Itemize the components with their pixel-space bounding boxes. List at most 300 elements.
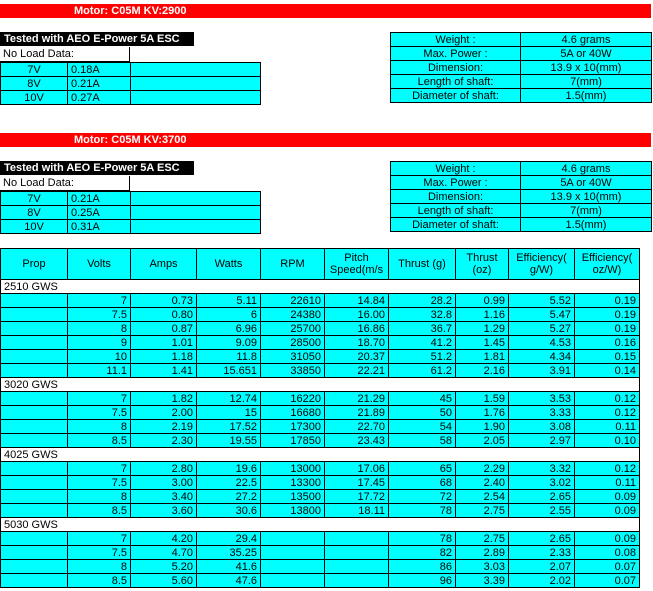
motor-title: Motor: C05M KV:2900 — [74, 5, 187, 17]
prop-row-empty — [509, 280, 575, 294]
spec-value: 5A or 40W — [521, 47, 652, 61]
table-row — [1, 364, 640, 378]
table-cell: 27.2 — [197, 490, 261, 504]
table-cell: 8.5 — [68, 574, 131, 588]
table-cell — [261, 574, 325, 588]
prop-cell-empty — [1, 336, 68, 350]
table-row — [1, 574, 640, 588]
spec-label: Diameter of shaft: — [391, 89, 521, 103]
table-cell: 17.72 — [325, 490, 389, 504]
table-cell: 7 — [68, 294, 131, 308]
column-header: Prop — [1, 249, 68, 280]
spec-label: Max. Power : — [391, 176, 521, 190]
table-cell: 2.55 — [509, 504, 575, 518]
table-cell: 5.52 — [509, 294, 575, 308]
table-cell: 1.76 — [456, 406, 509, 420]
table-cell: 3.02 — [509, 476, 575, 490]
prop-row-empty — [261, 448, 325, 462]
prop-cell-empty — [1, 476, 68, 490]
table-cell: 7 — [68, 462, 131, 476]
spec-label: Weight : — [391, 162, 521, 176]
prop-row-empty — [68, 280, 131, 294]
table-cell: 3.39 — [456, 574, 509, 588]
table-cell: 13800 — [261, 504, 325, 518]
table-cell: 11.1 — [68, 364, 131, 378]
table-row — [1, 476, 640, 490]
prop-group-row — [1, 448, 640, 462]
table-cell: 7 — [68, 532, 131, 546]
table-cell: 20.37 — [325, 350, 389, 364]
table-row — [1, 322, 640, 336]
table-cell: 4.53 — [509, 336, 575, 350]
table-cell: 86 — [389, 560, 456, 574]
table-cell: 1.59 — [456, 392, 509, 406]
table-cell: 3.00 — [131, 476, 197, 490]
no-load-volt: 10V — [1, 220, 68, 234]
prop-cell-empty — [1, 532, 68, 546]
table-cell: 2.40 — [456, 476, 509, 490]
table-cell: 51.2 — [389, 350, 456, 364]
table-cell: 36.7 — [389, 322, 456, 336]
table-cell: 0.87 — [131, 322, 197, 336]
prop-row-empty — [456, 280, 509, 294]
prop-row-empty — [261, 280, 325, 294]
table-cell: 4.20 — [131, 532, 197, 546]
table-cell: 2.75 — [456, 532, 509, 546]
prop-cell-empty — [1, 294, 68, 308]
table-cell: 2.65 — [509, 532, 575, 546]
table-cell: 8 — [68, 560, 131, 574]
no-load-row — [1, 192, 261, 206]
prop-row-empty — [68, 448, 131, 462]
table-cell: 2.54 — [456, 490, 509, 504]
table-row — [1, 406, 640, 420]
table-cell: 61.2 — [389, 364, 456, 378]
table-cell: 29.4 — [197, 532, 261, 546]
table-cell: 7.5 — [68, 406, 131, 420]
table-cell: 3.40 — [131, 490, 197, 504]
table-cell: 19.55 — [197, 434, 261, 448]
prop-row-empty — [325, 518, 389, 532]
table-row — [1, 294, 640, 308]
table-cell: 24380 — [261, 308, 325, 322]
table-cell: 22.21 — [325, 364, 389, 378]
table-cell: 10 — [68, 350, 131, 364]
table-cell: 0.07 — [575, 574, 640, 588]
table-cell: 7.5 — [68, 476, 131, 490]
table-cell: 0.09 — [575, 504, 640, 518]
table-cell: 14.84 — [325, 294, 389, 308]
spec-value: 1.5(mm) — [521, 89, 652, 103]
motor-title: Motor: C05M KV:3700 — [74, 134, 187, 146]
prop-row-empty — [197, 280, 261, 294]
table-cell: 6.96 — [197, 322, 261, 336]
prop-cell-empty — [1, 490, 68, 504]
table-cell: 13300 — [261, 476, 325, 490]
table-cell: 17.06 — [325, 462, 389, 476]
table-cell: 8 — [68, 420, 131, 434]
table-cell: 21.89 — [325, 406, 389, 420]
prop-name: 5030 GWS — [1, 518, 68, 532]
column-header: Pitch Speed(m/s — [325, 249, 389, 280]
table-cell: 9 — [68, 336, 131, 350]
table-cell: 22.70 — [325, 420, 389, 434]
motor-title-bar — [0, 4, 651, 18]
prop-cell-empty — [1, 560, 68, 574]
no-load-amp: 0.21A — [68, 77, 131, 91]
no-load-amp: 0.27A — [68, 91, 131, 105]
table-cell: 7.5 — [68, 546, 131, 560]
motor-title-bar — [0, 133, 651, 147]
table-cell: 2.02 — [509, 574, 575, 588]
no-load-row — [1, 91, 261, 105]
prop-row-empty — [389, 378, 456, 392]
table-cell: 18.70 — [325, 336, 389, 350]
prop-row-empty — [575, 378, 640, 392]
table-cell: 9.09 — [197, 336, 261, 350]
table-cell: 2.80 — [131, 462, 197, 476]
table-row — [1, 546, 640, 560]
table-cell: 2.30 — [131, 434, 197, 448]
table-cell: 2.89 — [456, 546, 509, 560]
specs-table — [390, 161, 652, 232]
table-cell: 2.29 — [456, 462, 509, 476]
table-cell: 3.33 — [509, 406, 575, 420]
no-load-empty — [131, 206, 261, 220]
table-cell: 28500 — [261, 336, 325, 350]
table-cell: 3.91 — [509, 364, 575, 378]
table-cell: 3.60 — [131, 504, 197, 518]
prop-row-empty — [389, 280, 456, 294]
table-cell: 2.16 — [456, 364, 509, 378]
table-cell: 1.16 — [456, 308, 509, 322]
table-cell: 0.12 — [575, 406, 640, 420]
table-cell: 35.25 — [197, 546, 261, 560]
table-row — [1, 434, 640, 448]
column-header: Efficiency( g/W) — [509, 249, 575, 280]
prop-cell-empty — [1, 434, 68, 448]
no-load-row — [1, 77, 261, 91]
table-cell: 41.2 — [389, 336, 456, 350]
no-load-volt: 10V — [1, 91, 68, 105]
table-cell: 72 — [389, 490, 456, 504]
prop-row-empty — [575, 518, 640, 532]
prop-row-empty — [575, 280, 640, 294]
table-row — [1, 308, 640, 322]
column-header: Thrust (g) — [389, 249, 456, 280]
spec-label: Max. Power : — [391, 47, 521, 61]
spec-label: Dimension: — [391, 190, 521, 204]
prop-cell-empty — [1, 322, 68, 336]
table-cell: 3.08 — [509, 420, 575, 434]
table-cell: 1.82 — [131, 392, 197, 406]
table-cell: 0.09 — [575, 532, 640, 546]
table-cell: 1.41 — [131, 364, 197, 378]
table-row — [1, 420, 640, 434]
table-cell: 54 — [389, 420, 456, 434]
table-cell: 8 — [68, 322, 131, 336]
performance-table — [0, 248, 640, 588]
table-cell: 0.08 — [575, 546, 640, 560]
prop-cell-empty — [1, 364, 68, 378]
table-cell: 21.29 — [325, 392, 389, 406]
prop-row-empty — [456, 448, 509, 462]
table-cell: 16220 — [261, 392, 325, 406]
table-cell: 2.07 — [509, 560, 575, 574]
prop-cell-empty — [1, 350, 68, 364]
no-load-amp: 0.31A — [68, 220, 131, 234]
table-cell: 96 — [389, 574, 456, 588]
no-load-row — [1, 220, 261, 234]
table-cell: 0.80 — [131, 308, 197, 322]
column-header: Watts — [197, 249, 261, 280]
prop-row-empty — [197, 518, 261, 532]
column-header: Amps — [131, 249, 197, 280]
table-cell: 2.00 — [131, 406, 197, 420]
no-load-empty — [131, 91, 261, 105]
esc-header: Tested with AEO E-Power 5A ESC — [0, 32, 194, 46]
no-load-volt: 7V — [1, 63, 68, 77]
table-cell: 1.90 — [456, 420, 509, 434]
table-cell: 17850 — [261, 434, 325, 448]
prop-row-empty — [197, 448, 261, 462]
table-cell: 25700 — [261, 322, 325, 336]
prop-row-empty — [325, 280, 389, 294]
table-row — [1, 392, 640, 406]
table-cell: 16.86 — [325, 322, 389, 336]
no-load-empty — [131, 220, 261, 234]
table-cell: 45 — [389, 392, 456, 406]
table-cell: 1.18 — [131, 350, 197, 364]
table-cell: 0.12 — [575, 392, 640, 406]
table-cell: 82 — [389, 546, 456, 560]
specs-table — [390, 32, 652, 103]
spec-value: 13.9 x 10(mm) — [521, 61, 652, 75]
prop-row-empty — [261, 518, 325, 532]
table-cell: 5.20 — [131, 560, 197, 574]
table-cell: 0.99 — [456, 294, 509, 308]
prop-row-empty — [131, 448, 197, 462]
table-cell: 5.11 — [197, 294, 261, 308]
spec-value: 7(mm) — [521, 204, 652, 218]
prop-group-row — [1, 378, 640, 392]
no-load-table — [0, 62, 261, 105]
table-cell: 3.03 — [456, 560, 509, 574]
table-cell: 8 — [68, 490, 131, 504]
prop-name: 3020 GWS — [1, 378, 68, 392]
table-row — [1, 532, 640, 546]
prop-cell-empty — [1, 504, 68, 518]
prop-row-empty — [389, 518, 456, 532]
table-cell: 8.5 — [68, 434, 131, 448]
table-cell: 15.651 — [197, 364, 261, 378]
table-cell: 0.11 — [575, 420, 640, 434]
no-load-volt: 8V — [1, 206, 68, 220]
prop-row-empty — [325, 448, 389, 462]
prop-cell-empty — [1, 308, 68, 322]
table-cell: 2.33 — [509, 546, 575, 560]
table-cell: 0.07 — [575, 560, 640, 574]
table-cell: 0.16 — [575, 336, 640, 350]
no-load-label: No Load Data: — [0, 47, 130, 62]
table-cell: 4.34 — [509, 350, 575, 364]
prop-row-empty — [509, 448, 575, 462]
table-cell: 0.10 — [575, 434, 640, 448]
table-cell: 13000 — [261, 462, 325, 476]
table-cell: 2.97 — [509, 434, 575, 448]
spec-value: 4.6 grams — [521, 162, 652, 176]
table-cell: 0.12 — [575, 462, 640, 476]
prop-cell-empty — [1, 406, 68, 420]
column-header: Efficiency( oz/W) — [575, 249, 640, 280]
spec-value: 4.6 grams — [521, 33, 652, 47]
table-cell — [325, 532, 389, 546]
prop-row-empty — [131, 378, 197, 392]
table-cell: 11.8 — [197, 350, 261, 364]
table-cell — [261, 560, 325, 574]
table-cell: 17.45 — [325, 476, 389, 490]
column-header: Thrust (oz) — [456, 249, 509, 280]
table-cell: 1.01 — [131, 336, 197, 350]
table-row — [1, 560, 640, 574]
table-cell: 0.73 — [131, 294, 197, 308]
table-cell: 5.27 — [509, 322, 575, 336]
column-header: Volts — [68, 249, 131, 280]
table-row — [1, 336, 640, 350]
table-cell: 0.14 — [575, 364, 640, 378]
table-cell: 58 — [389, 434, 456, 448]
table-cell: 6 — [197, 308, 261, 322]
prop-cell-empty — [1, 546, 68, 560]
table-cell: 0.11 — [575, 476, 640, 490]
prop-cell-empty — [1, 420, 68, 434]
table-cell: 28.2 — [389, 294, 456, 308]
table-cell: 0.15 — [575, 350, 640, 364]
spec-label: Weight : — [391, 33, 521, 47]
prop-group-row — [1, 280, 640, 294]
prop-row-empty — [509, 378, 575, 392]
spec-label: Diameter of shaft: — [391, 218, 521, 232]
table-cell — [261, 546, 325, 560]
table-cell: 5.47 — [509, 308, 575, 322]
no-load-table — [0, 191, 261, 234]
table-cell: 1.81 — [456, 350, 509, 364]
spec-label: Dimension: — [391, 61, 521, 75]
table-cell: 33850 — [261, 364, 325, 378]
prop-row-empty — [68, 518, 131, 532]
prop-row-empty — [131, 518, 197, 532]
prop-row-empty — [389, 448, 456, 462]
table-cell: 16680 — [261, 406, 325, 420]
table-cell — [325, 546, 389, 560]
table-cell: 65 — [389, 462, 456, 476]
prop-row-empty — [575, 448, 640, 462]
spec-label: Length of shaft: — [391, 204, 521, 218]
prop-row-empty — [456, 518, 509, 532]
table-cell: 15 — [197, 406, 261, 420]
spec-value: 13.9 x 10(mm) — [521, 190, 652, 204]
table-cell: 30.6 — [197, 504, 261, 518]
prop-row-empty — [68, 378, 131, 392]
table-cell — [325, 560, 389, 574]
table-cell: 12.74 — [197, 392, 261, 406]
table-cell: 0.09 — [575, 490, 640, 504]
table-cell: 2.05 — [456, 434, 509, 448]
table-cell — [325, 574, 389, 588]
prop-cell-empty — [1, 392, 68, 406]
no-load-label: No Load Data: — [0, 176, 130, 191]
table-cell: 4.70 — [131, 546, 197, 560]
no-load-empty — [131, 77, 261, 91]
prop-row-empty — [456, 378, 509, 392]
table-cell: 1.45 — [456, 336, 509, 350]
no-load-empty — [131, 63, 261, 77]
table-cell: 7.5 — [68, 308, 131, 322]
table-cell: 16.00 — [325, 308, 389, 322]
table-cell: 2.75 — [456, 504, 509, 518]
prop-row-empty — [197, 378, 261, 392]
table-cell: 22.5 — [197, 476, 261, 490]
table-cell: 0.19 — [575, 294, 640, 308]
table-row — [1, 462, 640, 476]
no-load-row — [1, 63, 261, 77]
table-cell: 3.32 — [509, 462, 575, 476]
table-cell: 8.5 — [68, 504, 131, 518]
prop-group-row — [1, 518, 640, 532]
no-load-amp: 0.18A — [68, 63, 131, 77]
table-header-row — [1, 249, 640, 280]
prop-cell-empty — [1, 574, 68, 588]
esc-header: Tested with AEO E-Power 5A ESC — [0, 161, 194, 175]
table-cell: 0.19 — [575, 308, 640, 322]
table-cell: 68 — [389, 476, 456, 490]
table-cell: 47.6 — [197, 574, 261, 588]
spec-value: 5A or 40W — [521, 176, 652, 190]
table-row — [1, 504, 640, 518]
table-cell: 78 — [389, 532, 456, 546]
table-cell: 22610 — [261, 294, 325, 308]
table-cell: 31050 — [261, 350, 325, 364]
table-cell: 3.53 — [509, 392, 575, 406]
table-row — [1, 490, 640, 504]
table-cell: 1.29 — [456, 322, 509, 336]
spec-value: 1.5(mm) — [521, 218, 652, 232]
no-load-empty — [131, 192, 261, 206]
table-cell: 0.19 — [575, 322, 640, 336]
no-load-row — [1, 206, 261, 220]
no-load-amp: 0.25A — [68, 206, 131, 220]
prop-row-empty — [131, 280, 197, 294]
prop-row-empty — [509, 518, 575, 532]
prop-cell-empty — [1, 462, 68, 476]
table-cell: 5.60 — [131, 574, 197, 588]
table-cell: 23.43 — [325, 434, 389, 448]
table-cell: 32.8 — [389, 308, 456, 322]
table-cell: 17.52 — [197, 420, 261, 434]
table-cell: 13500 — [261, 490, 325, 504]
table-cell: 17300 — [261, 420, 325, 434]
table-cell: 2.19 — [131, 420, 197, 434]
prop-row-empty — [261, 378, 325, 392]
no-load-amp: 0.21A — [68, 192, 131, 206]
table-cell — [261, 532, 325, 546]
no-load-volt: 7V — [1, 192, 68, 206]
table-cell: 7 — [68, 392, 131, 406]
spec-label: Length of shaft: — [391, 75, 521, 89]
table-cell: 41.6 — [197, 560, 261, 574]
table-cell: 78 — [389, 504, 456, 518]
table-cell: 2.65 — [509, 490, 575, 504]
